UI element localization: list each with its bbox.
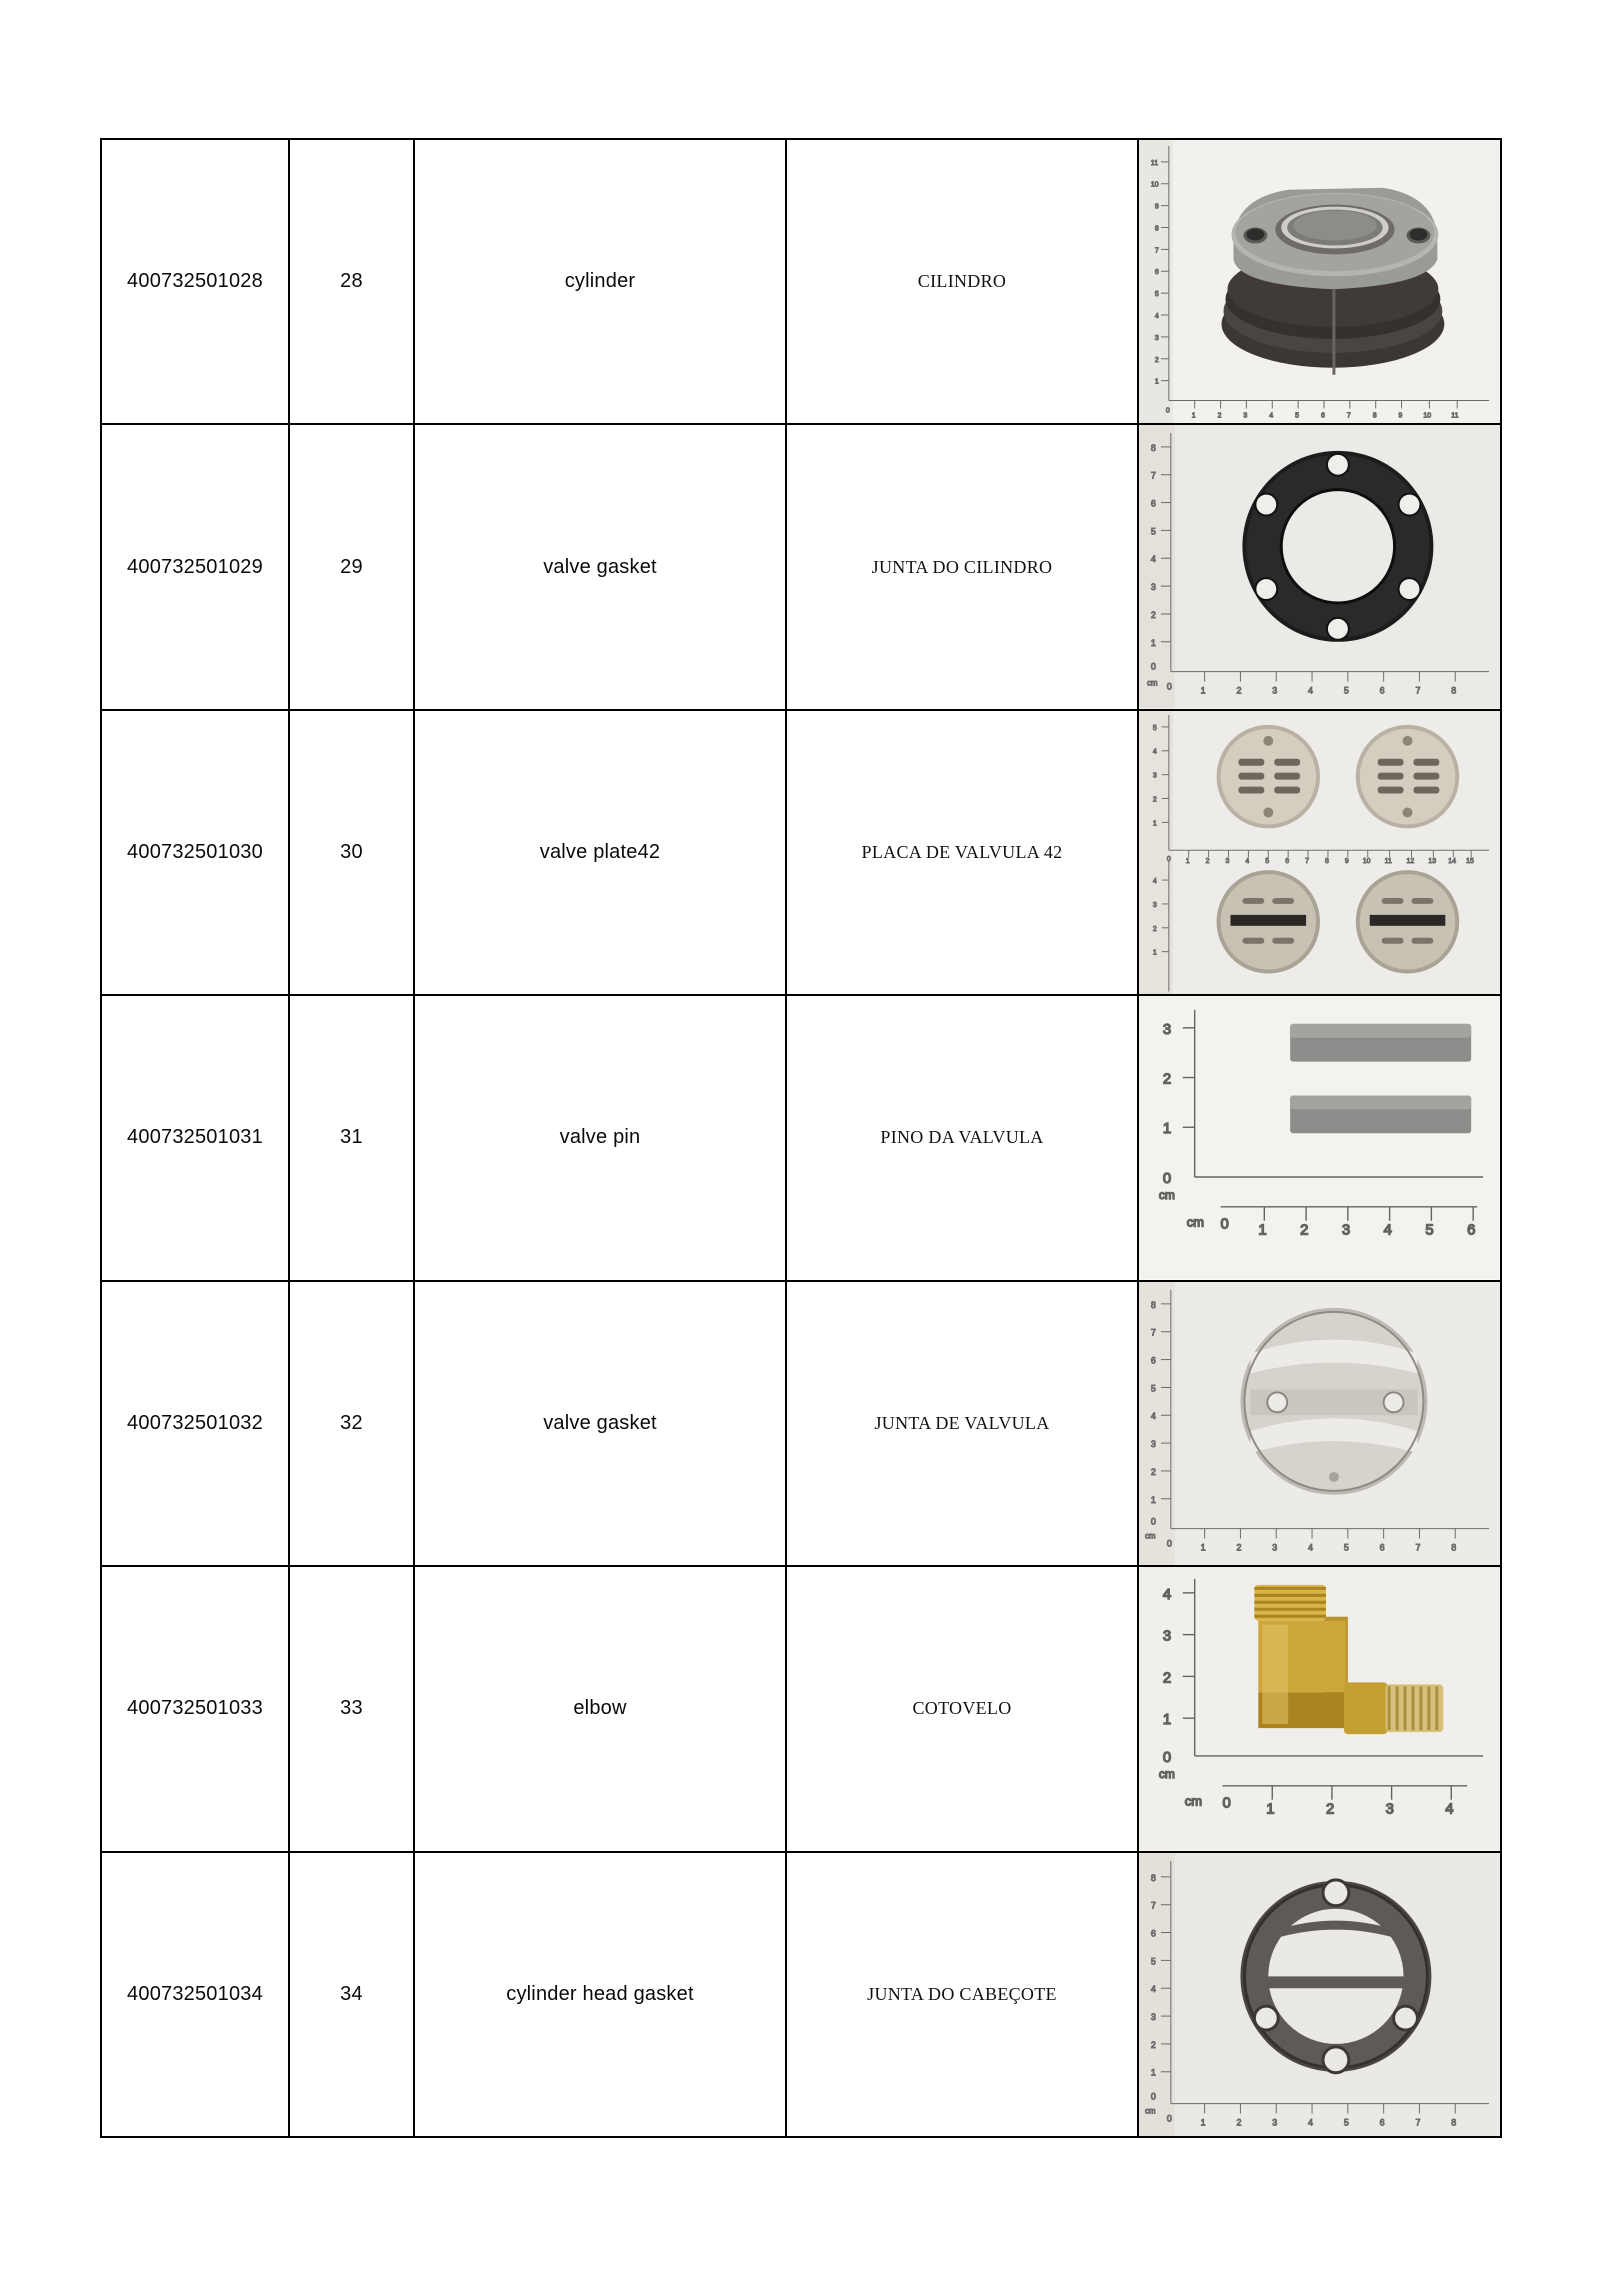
svg-text:3: 3 bbox=[1385, 1801, 1394, 1818]
english-name-cell: valve gasket bbox=[414, 1281, 786, 1566]
svg-text:9: 9 bbox=[1398, 412, 1403, 420]
svg-text:2: 2 bbox=[1154, 356, 1159, 364]
svg-text:1: 1 bbox=[1152, 949, 1157, 957]
photo-cell bbox=[1138, 995, 1501, 1280]
photo-cell bbox=[1138, 1281, 1501, 1566]
svg-text:7: 7 bbox=[1305, 857, 1309, 865]
svg-text:2: 2 bbox=[1152, 925, 1157, 933]
valve-gasket-photo bbox=[1139, 425, 1500, 708]
svg-text:7: 7 bbox=[1150, 471, 1156, 482]
portuguese-name-cell: JUNTA DO CILINDRO bbox=[786, 424, 1138, 709]
table-row bbox=[101, 710, 1501, 995]
svg-text:0: 0 bbox=[1150, 1516, 1156, 1527]
svg-text:1: 1 bbox=[1200, 2117, 1206, 2128]
svg-text:3: 3 bbox=[1152, 901, 1157, 909]
portuguese-name-cell: JUNTA DO CABEÇOTE bbox=[786, 1852, 1138, 2137]
svg-text:4: 4 bbox=[1154, 313, 1159, 321]
svg-text:8: 8 bbox=[1154, 225, 1159, 233]
svg-text:cm: cm bbox=[1158, 1188, 1175, 1203]
svg-text:6: 6 bbox=[1154, 269, 1159, 277]
svg-text:3: 3 bbox=[1341, 1222, 1351, 1239]
svg-text:8: 8 bbox=[1150, 443, 1156, 454]
svg-text:5: 5 bbox=[1154, 291, 1159, 299]
svg-text:11: 11 bbox=[1451, 412, 1459, 420]
svg-text:2: 2 bbox=[1236, 2117, 1242, 2128]
svg-text:8: 8 bbox=[1451, 2117, 1457, 2128]
svg-text:3: 3 bbox=[1272, 1542, 1278, 1553]
svg-text:3: 3 bbox=[1162, 1022, 1172, 1039]
photo-cell bbox=[1138, 139, 1501, 424]
svg-text:1: 1 bbox=[1162, 1712, 1172, 1729]
english-name-cell: elbow bbox=[414, 1566, 786, 1851]
svg-text:2: 2 bbox=[1325, 1801, 1335, 1818]
svg-text:1: 1 bbox=[1200, 685, 1206, 696]
svg-text:3: 3 bbox=[1243, 412, 1248, 420]
svg-text:8: 8 bbox=[1451, 685, 1457, 696]
svg-text:3: 3 bbox=[1152, 772, 1157, 780]
svg-text:0: 0 bbox=[1166, 856, 1171, 864]
svg-text:1: 1 bbox=[1150, 638, 1156, 649]
svg-text:0: 0 bbox=[1150, 2091, 1156, 2102]
svg-text:14: 14 bbox=[1448, 857, 1457, 865]
svg-text:5: 5 bbox=[1343, 685, 1349, 696]
svg-text:cm: cm bbox=[1146, 678, 1158, 688]
svg-text:0: 0 bbox=[1165, 407, 1170, 415]
svg-text:12: 12 bbox=[1406, 857, 1415, 865]
svg-text:6: 6 bbox=[1379, 685, 1385, 696]
svg-text:2: 2 bbox=[1300, 1222, 1309, 1239]
item-number-cell: 31 bbox=[289, 995, 414, 1280]
svg-text:5: 5 bbox=[1150, 526, 1156, 537]
svg-text:5: 5 bbox=[1425, 1222, 1434, 1239]
svg-text:2: 2 bbox=[1150, 2039, 1156, 2050]
parts-table-body bbox=[101, 139, 1501, 2137]
svg-text:4: 4 bbox=[1308, 1542, 1314, 1553]
svg-text:2: 2 bbox=[1152, 796, 1157, 804]
svg-text:15: 15 bbox=[1466, 857, 1474, 865]
item-number-cell: 28 bbox=[289, 139, 414, 424]
cylinder-head-gasket-photo bbox=[1139, 1853, 1500, 2136]
svg-text:8: 8 bbox=[1451, 1542, 1457, 1553]
item-number-cell: 32 bbox=[289, 1281, 414, 1566]
portuguese-name-cell: COTOVELO bbox=[786, 1566, 1138, 1851]
item-number-cell: 29 bbox=[289, 424, 414, 709]
part-code-cell: 400732501033 bbox=[101, 1566, 289, 1851]
english-name-cell: valve plate42 bbox=[414, 710, 786, 995]
svg-text:4: 4 bbox=[1150, 1410, 1156, 1421]
part-code-cell: 400732501028 bbox=[101, 139, 289, 424]
svg-text:2: 2 bbox=[1236, 685, 1242, 696]
svg-text:cm: cm bbox=[1184, 1793, 1202, 1809]
photo-cell bbox=[1138, 710, 1501, 995]
photo-cell bbox=[1138, 1852, 1501, 2137]
svg-text:6: 6 bbox=[1285, 857, 1290, 865]
svg-text:1: 1 bbox=[1152, 820, 1157, 828]
svg-text:10: 10 bbox=[1362, 857, 1371, 865]
svg-text:1: 1 bbox=[1150, 1494, 1156, 1505]
svg-text:3: 3 bbox=[1162, 1628, 1172, 1645]
svg-text:3: 3 bbox=[1150, 1438, 1156, 1449]
svg-text:1: 1 bbox=[1266, 1801, 1275, 1818]
svg-text:1: 1 bbox=[1200, 1542, 1206, 1553]
svg-text:5: 5 bbox=[1295, 412, 1300, 420]
svg-text:cm: cm bbox=[1158, 1766, 1175, 1781]
svg-text:0: 0 bbox=[1166, 2113, 1172, 2124]
svg-text:2: 2 bbox=[1205, 857, 1210, 865]
svg-text:4: 4 bbox=[1445, 1801, 1454, 1818]
svg-text:6: 6 bbox=[1467, 1222, 1476, 1239]
svg-text:10: 10 bbox=[1150, 181, 1159, 189]
svg-text:2: 2 bbox=[1236, 1542, 1242, 1553]
svg-text:3: 3 bbox=[1272, 2117, 1278, 2128]
svg-text:9: 9 bbox=[1154, 203, 1159, 211]
svg-text:1: 1 bbox=[1162, 1121, 1172, 1138]
svg-text:7: 7 bbox=[1150, 1327, 1156, 1338]
svg-text:3: 3 bbox=[1150, 2011, 1156, 2022]
svg-text:5: 5 bbox=[1343, 1542, 1349, 1553]
svg-text:2: 2 bbox=[1162, 1670, 1172, 1687]
svg-text:5: 5 bbox=[1152, 724, 1157, 732]
photo-cell bbox=[1138, 1566, 1501, 1851]
svg-text:4: 4 bbox=[1152, 877, 1157, 885]
portuguese-name-cell: PLACA DE VALVULA 42 bbox=[786, 710, 1138, 995]
svg-text:0: 0 bbox=[1220, 1216, 1229, 1233]
svg-text:cm: cm bbox=[1186, 1214, 1204, 1230]
svg-text:5: 5 bbox=[1343, 2117, 1349, 2128]
english-name-cell: cylinder head gasket bbox=[414, 1852, 786, 2137]
part-code-cell: 400732501029 bbox=[101, 424, 289, 709]
valve-gasket-metal-photo bbox=[1139, 1282, 1500, 1565]
part-code-cell: 400732501030 bbox=[101, 710, 289, 995]
svg-text:10: 10 bbox=[1423, 412, 1432, 420]
svg-text:4: 4 bbox=[1269, 412, 1274, 420]
svg-text:3: 3 bbox=[1225, 857, 1230, 865]
svg-text:7: 7 bbox=[1415, 2117, 1421, 2128]
table-row bbox=[101, 1281, 1501, 1566]
svg-text:8: 8 bbox=[1372, 412, 1377, 420]
table-row bbox=[101, 1566, 1501, 1851]
item-number-cell: 34 bbox=[289, 1852, 414, 2137]
svg-text:6: 6 bbox=[1320, 412, 1325, 420]
item-number-cell: 30 bbox=[289, 710, 414, 995]
svg-text:1: 1 bbox=[1191, 412, 1196, 420]
english-name-cell: cylinder bbox=[414, 139, 786, 424]
svg-text:2: 2 bbox=[1162, 1071, 1172, 1088]
svg-text:7: 7 bbox=[1415, 685, 1421, 696]
svg-text:1: 1 bbox=[1154, 378, 1159, 386]
svg-text:0: 0 bbox=[1162, 1750, 1172, 1767]
svg-text:4: 4 bbox=[1383, 1222, 1392, 1239]
portuguese-name-cell: PINO DA VALVULA bbox=[786, 995, 1138, 1280]
svg-text:2: 2 bbox=[1150, 610, 1156, 621]
svg-text:0: 0 bbox=[1166, 681, 1172, 692]
svg-text:1: 1 bbox=[1150, 2067, 1156, 2078]
cylinder-photo bbox=[1139, 140, 1500, 423]
svg-text:3: 3 bbox=[1154, 334, 1159, 342]
english-name-cell: valve gasket bbox=[414, 424, 786, 709]
svg-text:6: 6 bbox=[1379, 1542, 1385, 1553]
part-code-cell: 400732501031 bbox=[101, 995, 289, 1280]
svg-text:4: 4 bbox=[1308, 685, 1314, 696]
svg-text:7: 7 bbox=[1150, 1900, 1156, 1911]
svg-text:4: 4 bbox=[1150, 554, 1156, 565]
table-row bbox=[101, 424, 1501, 709]
svg-text:4: 4 bbox=[1162, 1586, 1172, 1603]
svg-text:7: 7 bbox=[1154, 247, 1159, 255]
svg-text:cm: cm bbox=[1144, 1531, 1156, 1541]
valve-plate-photo bbox=[1139, 711, 1500, 994]
svg-text:7: 7 bbox=[1415, 1542, 1421, 1553]
parts-table bbox=[100, 138, 1502, 2138]
svg-text:4: 4 bbox=[1245, 857, 1250, 865]
photo-cell bbox=[1138, 424, 1501, 709]
portuguese-name-cell: CILINDRO bbox=[786, 139, 1138, 424]
svg-text:5: 5 bbox=[1150, 1383, 1156, 1394]
item-number-cell: 33 bbox=[289, 1566, 414, 1851]
svg-text:3: 3 bbox=[1150, 582, 1156, 593]
svg-text:0: 0 bbox=[1166, 1538, 1172, 1549]
svg-text:6: 6 bbox=[1150, 1928, 1156, 1939]
svg-text:cm: cm bbox=[1144, 2106, 1156, 2116]
portuguese-name-cell: JUNTA DE VALVULA bbox=[786, 1281, 1138, 1566]
svg-text:2: 2 bbox=[1150, 1466, 1156, 1477]
svg-text:0: 0 bbox=[1150, 662, 1156, 673]
svg-text:4: 4 bbox=[1152, 748, 1157, 756]
table-row bbox=[101, 1852, 1501, 2137]
svg-text:4: 4 bbox=[1150, 1983, 1156, 1994]
part-code-cell: 400732501034 bbox=[101, 1852, 289, 2137]
svg-text:3: 3 bbox=[1272, 685, 1278, 696]
valve-pin-photo bbox=[1139, 996, 1500, 1279]
svg-text:8: 8 bbox=[1150, 1872, 1156, 1883]
svg-text:11: 11 bbox=[1384, 857, 1392, 865]
svg-text:8: 8 bbox=[1150, 1299, 1156, 1310]
table-row bbox=[101, 139, 1501, 424]
svg-text:6: 6 bbox=[1379, 2117, 1385, 2128]
svg-text:6: 6 bbox=[1150, 1355, 1156, 1366]
english-name-cell: valve pin bbox=[414, 995, 786, 1280]
svg-text:9: 9 bbox=[1344, 857, 1349, 865]
part-code-cell: 400732501032 bbox=[101, 1281, 289, 1566]
svg-text:8: 8 bbox=[1324, 857, 1329, 865]
svg-text:4: 4 bbox=[1308, 2117, 1314, 2128]
svg-text:2: 2 bbox=[1217, 412, 1222, 420]
svg-text:0: 0 bbox=[1222, 1795, 1231, 1812]
table-row bbox=[101, 995, 1501, 1280]
svg-text:6: 6 bbox=[1150, 498, 1156, 509]
svg-text:13: 13 bbox=[1428, 857, 1437, 865]
svg-text:11: 11 bbox=[1150, 159, 1159, 167]
svg-text:5: 5 bbox=[1150, 1955, 1156, 1966]
svg-text:1: 1 bbox=[1258, 1222, 1267, 1239]
svg-text:0: 0 bbox=[1162, 1171, 1172, 1188]
svg-text:7: 7 bbox=[1346, 412, 1351, 420]
svg-text:5: 5 bbox=[1265, 857, 1270, 865]
svg-text:1: 1 bbox=[1185, 857, 1190, 865]
elbow-photo bbox=[1139, 1567, 1500, 1850]
